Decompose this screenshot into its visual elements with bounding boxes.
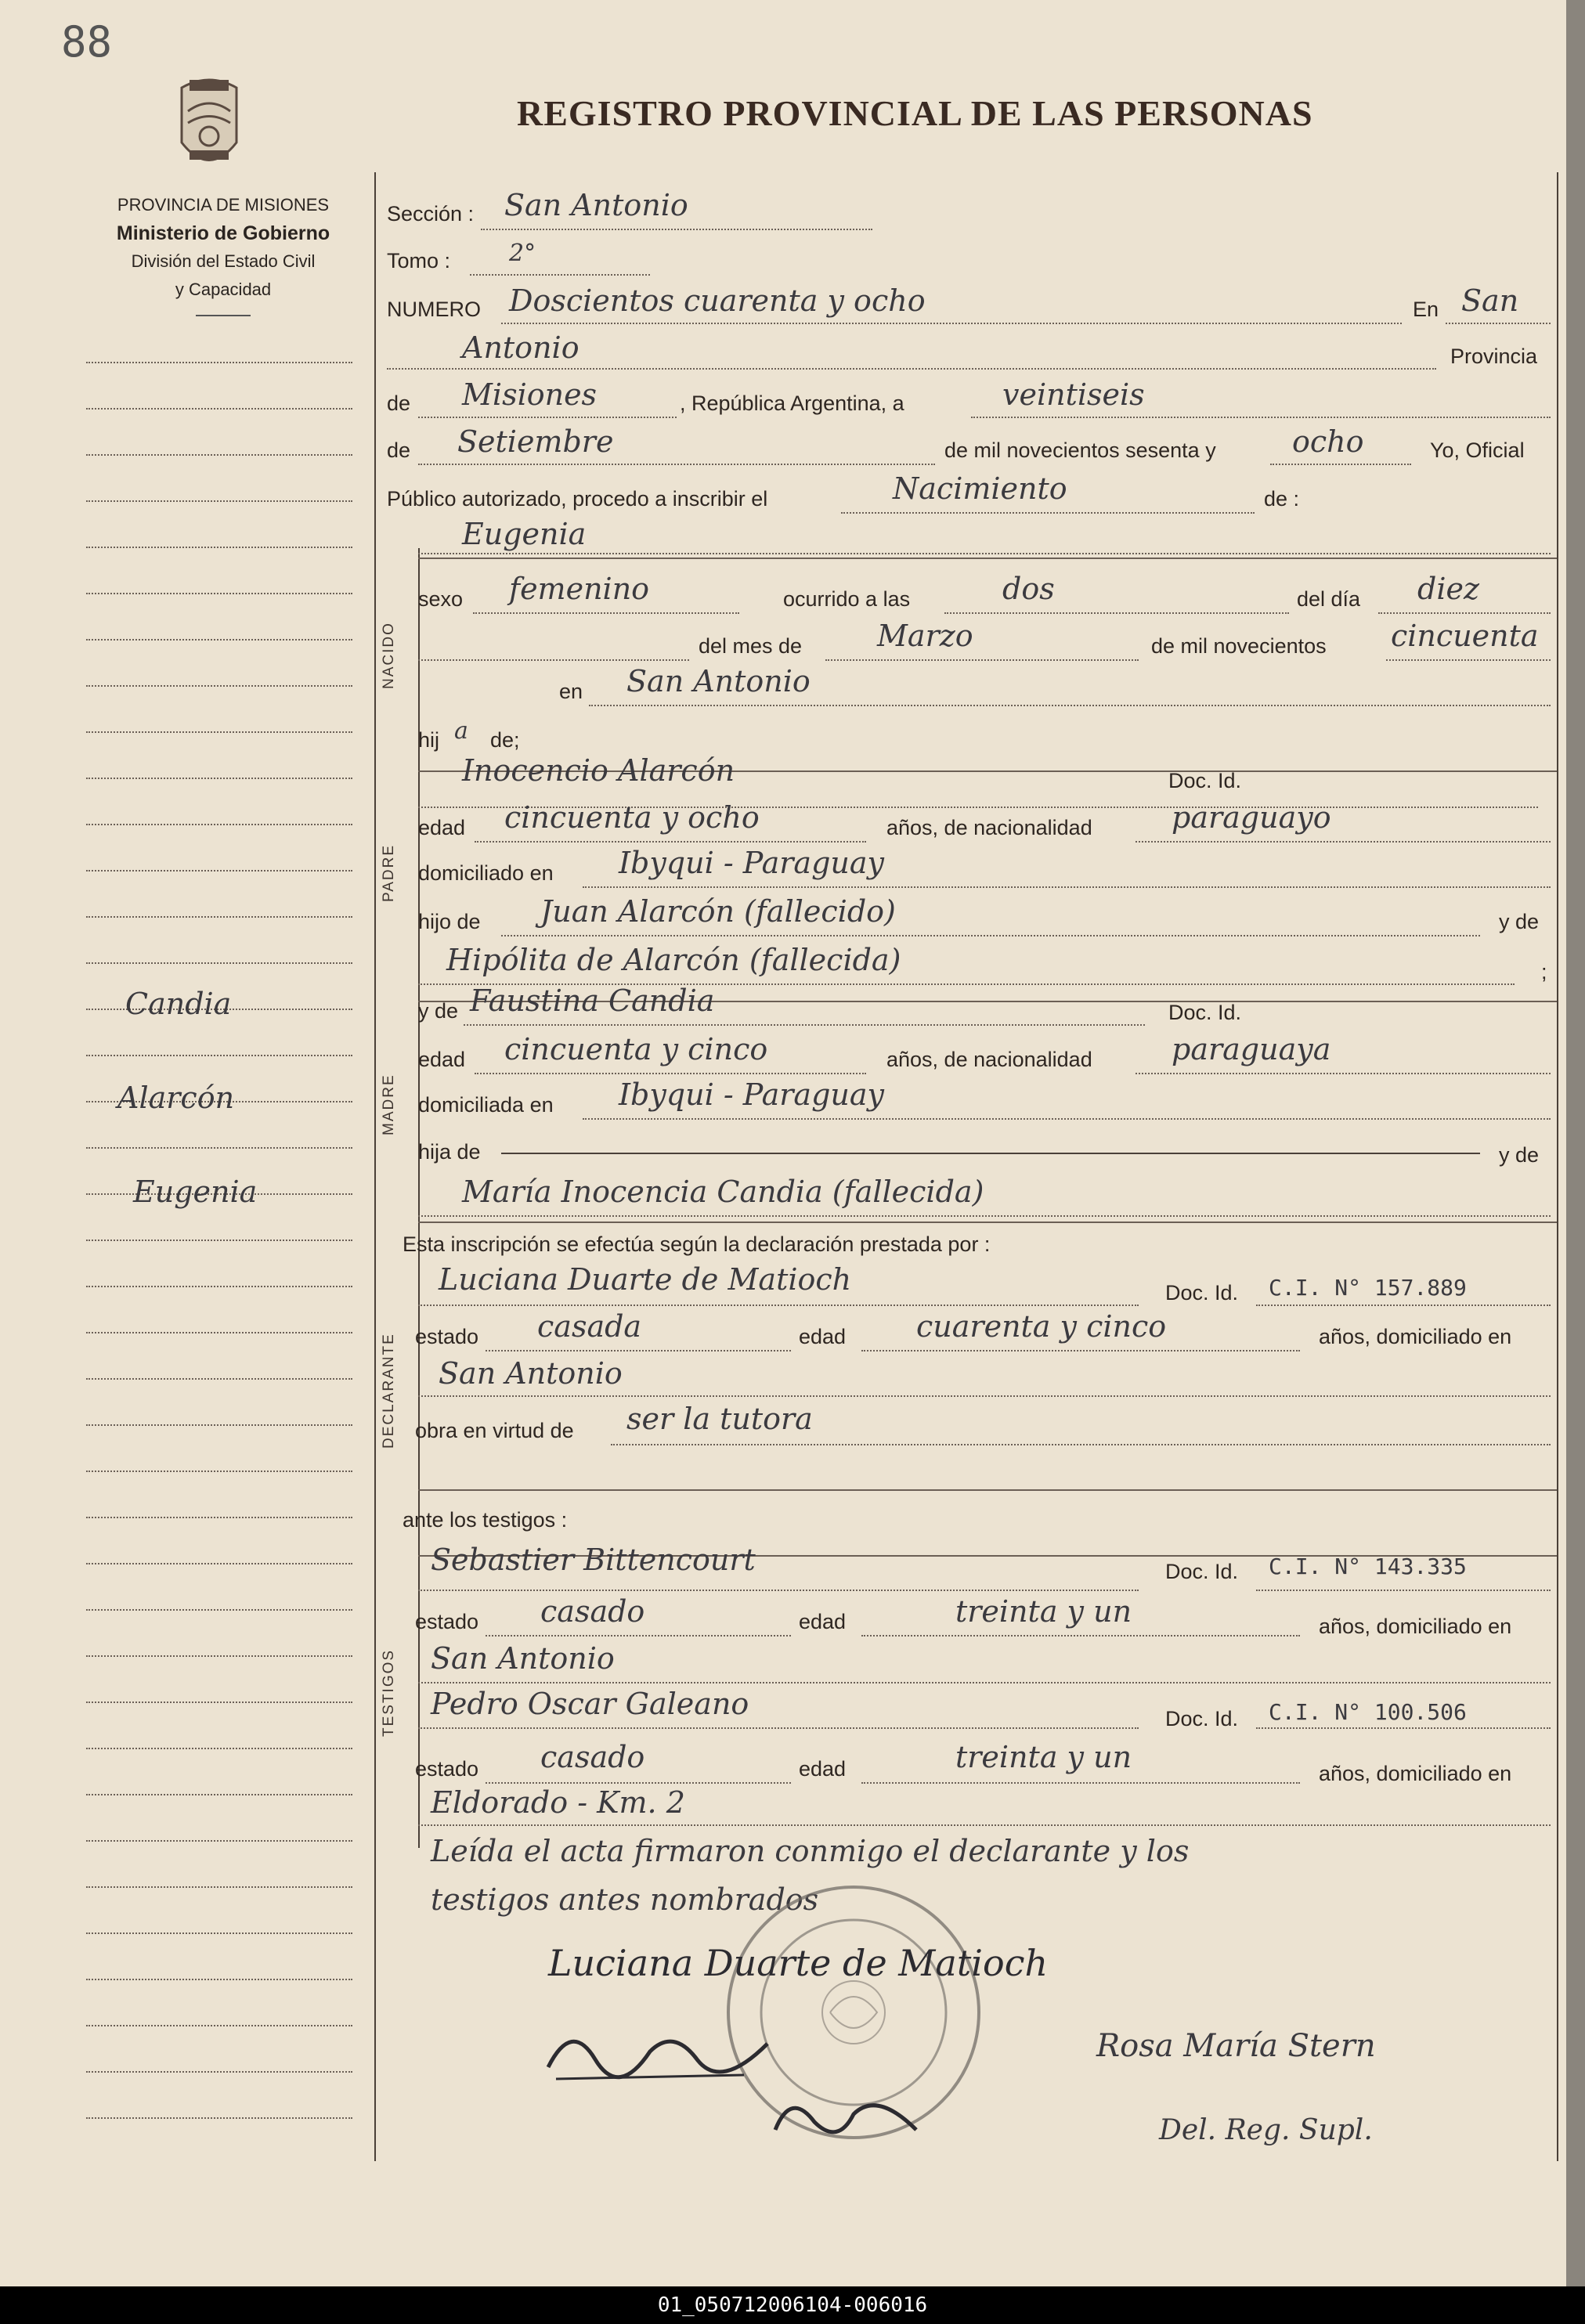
provincia-line [418,417,677,418]
numero-value: Doscientos cuarenta y ocho [509,283,926,318]
declarante-nombre-value: Luciana Duarte de Matioch [439,1262,852,1297]
declarante-nombre-line [418,1305,1139,1306]
obra-line [611,1444,1551,1445]
testigo1-edad-line [861,1635,1300,1637]
declarante-domicilio-value: San Antonio [439,1356,623,1391]
declarante-signature: Luciana Duarte de Matioch [548,1942,1049,1984]
del-mes-label: del mes de [699,634,803,658]
declarante-doc-line [1256,1305,1551,1306]
abuela-materna-line [418,1215,1551,1217]
margin-rule-line [86,547,352,548]
lugar-line [589,705,1551,706]
testigo2-doc-label: Doc. Id. [1165,1707,1239,1730]
madre-domicilio-line [583,1118,1551,1120]
margin-rule-line [86,639,352,641]
declarante-edad-label: edad [799,1325,847,1348]
anio-value: cincuenta [1391,619,1539,653]
lugar-value: San Antonio [626,664,811,698]
margin-rule-line [86,1932,352,1934]
testigo1-estado-value: casado [540,1594,645,1629]
margin-rule-line [86,1979,352,1980]
testigo1-edad-value: treinta y un [955,1594,1132,1629]
abuelo-paterno-line [501,935,1480,936]
madre-hija-de-line [501,1153,1480,1154]
margin-note: Alarcón [117,1081,235,1115]
declarante-estado-label: estado [415,1325,479,1348]
testigo2-doc-line [1256,1727,1551,1729]
padre-nac-value: paraguayo [1172,800,1331,835]
abuela-paterna-value: Hipólita de Alarcón (fallecida) [446,943,901,977]
testigo1-edad-label: edad [799,1610,847,1633]
madre-nac-value: paraguaya [1172,1032,1331,1066]
hora-value: dos [1002,572,1055,606]
margin-rule-line [86,2025,352,2026]
testigo2-nombre-value: Pedro Oscar Galeano [431,1687,749,1721]
testigo2-edad-label: edad [799,1757,847,1781]
margin-rule-line [86,1240,352,1241]
de-colon-label: de : [1264,487,1300,511]
margin-rule-line [86,1702,352,1703]
oficial-cargo: Del. Reg. Supl. [1159,2114,1373,2146]
oficial-signature: Rosa María Stern [1096,2028,1376,2064]
seccion-line [481,229,872,230]
de-mes-label: de [387,438,411,462]
testigo2-domicilio-line [418,1824,1551,1826]
testigo1-nombre-value: Sebastier Bittencourt [431,1543,756,1577]
margin-rule-line [86,593,352,594]
declarante-edad-line [861,1350,1300,1351]
dia-line [1378,612,1551,614]
madre-nac-label: años, de nacionalidad [886,1048,1092,1071]
margin-rule-line [86,778,352,779]
padre-domicilio-line [583,886,1551,888]
hij-de-label: de; [490,728,520,752]
section-divider [418,1489,1557,1491]
org-divider [196,315,251,316]
testigo2-edad-line [861,1782,1300,1784]
testigo2-nombre-line [418,1727,1139,1729]
sexo-value: femenino [509,572,650,606]
margin-rule-line [86,1563,352,1564]
margin-rule-line [86,731,352,733]
hij-suffix: a [454,717,468,745]
margin-rule-line [86,1424,352,1426]
padre-domicilio-label: domiciliado en [418,861,554,885]
section-divider [418,558,1557,559]
obra-value: ser la tutora [626,1402,813,1436]
testigo1-doc-label: Doc. Id. [1165,1560,1239,1583]
section-label-declarante: DECLARANTE [381,1333,397,1449]
ministry-name: Ministerio de Gobierno [116,222,330,244]
margin-rule-line [86,1332,352,1333]
section-label-nacido: NACIDO [381,622,397,689]
testigo1-domicilio-value: San Antonio [431,1641,615,1676]
provincia-value: Misiones [462,377,598,412]
testigo2-estado-line [486,1782,791,1784]
margin-rule-line [86,500,352,502]
padre-nac-label: años, de nacionalidad [886,816,1092,839]
form-right-border [1557,172,1558,2161]
mes-inscripcion-value: Setiembre [457,424,614,459]
acto-line [841,512,1255,514]
margin-rule-line [86,1147,352,1149]
province-name: PROVINCIA DE MISIONES [117,195,330,215]
margin-rule-line [86,1286,352,1287]
del-dia-label: del día [1297,587,1361,611]
en-label: En [1413,298,1439,321]
en-lugar-label: en [559,680,583,703]
anio-line [1386,659,1551,661]
margin-rule-line [86,1609,352,1611]
margin-rule-line [86,2117,352,2119]
madre-y-de-end-label: y de [1499,1143,1540,1167]
testigo1-doc-value: C.I. N° 143.335 [1269,1554,1467,1579]
declarante-domicilio-line [418,1395,1551,1397]
abuela-materna-value: María Inocencia Candia (fallecida) [462,1175,984,1209]
margin-rule-line [86,1748,352,1749]
sexo-label: sexo [418,587,464,611]
declarante-estado-line [486,1350,791,1351]
binding-edge [1566,0,1585,2324]
madre-domicilio-label: domiciliada en [418,1093,554,1117]
section-label-padre: PADRE [381,843,397,902]
en-line [1446,323,1551,324]
padre-domicilio-value: Ibyqui - Paraguay [619,846,885,880]
testigo1-anios-label: años, domiciliado en [1319,1615,1512,1638]
hij-label: hij [418,728,440,752]
en-cont-value: Antonio [462,330,579,365]
mes-value: Marzo [877,619,973,653]
padre-nombre-value: Inocencio Alarcón [462,753,735,788]
testigo2-estado-value: casado [540,1740,645,1774]
seccion-label: Sección : [387,202,475,226]
declaracion-label: Esta inscripción se efectúa según la declaración prestada por : [403,1232,991,1256]
testigo2-edad-value: treinta y un [955,1740,1132,1774]
margin-rule-line [86,362,352,363]
madre-doc-label: Doc. Id. [1168,1001,1242,1024]
testigo-signature-scribble [540,2012,775,2091]
padre-hijo-de-label: hijo de [418,910,481,933]
padre-doc-label: Doc. Id. [1168,769,1242,792]
padre-y-de-label: y de [1499,910,1540,933]
testigo1-estado-line [486,1635,791,1637]
padre-edad-value: cincuenta y ocho [504,800,760,835]
madre-nombre-line [464,1024,1145,1026]
padre-edad-label: edad [418,816,466,839]
margin-rule-line [86,1517,352,1518]
margin-rule-line [86,962,352,964]
yo-oficial-label: Yo, Oficial [1430,438,1525,462]
declarante-estado-value: casada [537,1309,642,1344]
section-divider [418,1222,1557,1223]
tomo-label: Tomo : [387,249,451,272]
declarante-doc-label: Doc. Id. [1165,1281,1239,1305]
testigo-signature-scribble [767,2083,924,2161]
margin-rule-line [86,1886,352,1888]
nombre-line [418,553,1551,554]
obra-label: obra en virtud de [415,1419,574,1442]
hora-line [944,612,1289,614]
de-label: de [387,392,411,415]
declarante-edad-value: cuarenta y cinco [916,1309,1167,1344]
abuelo-paterno-value: Juan Alarcón (fallecido) [540,894,896,929]
page-title: REGISTRO PROVINCIAL DE LAS PERSONAS [517,93,1313,133]
ante-testigos-label: ante los testigos : [403,1508,568,1532]
folio-number: 88 [61,17,113,67]
margin-rule-line [86,1655,352,1657]
acto-value: Nacimiento [893,471,1067,506]
numero-label: NUMERO [387,298,481,321]
dia-value: diez [1417,572,1479,606]
tomo-line [470,274,650,276]
madre-nac-line [1135,1073,1551,1074]
division-name: División del Estado Civil [131,251,316,271]
padre-semicolon: ; [1541,960,1547,983]
madre-edad-value: cincuenta y cinco [504,1032,768,1066]
numero-line [501,323,1402,324]
republica-label: , República Argentina, a [680,392,904,415]
ocurrido-label: ocurrido a las [783,587,911,611]
image-id-footer: 01_050712006104-006016 [0,2286,1585,2324]
margin-rule-line [86,685,352,687]
margin-rule-line [86,1794,352,1795]
margin-rule-line [86,1378,352,1380]
margin-column-border [374,172,376,2161]
sexo-line [473,612,739,614]
anio-inscripcion-line [1270,464,1411,465]
mes-pre-line [418,659,689,661]
publico-label: Público autorizado, procedo a inscribir el [387,487,768,511]
testigo2-doc-value: C.I. N° 100.506 [1269,1699,1467,1725]
testigo2-anios-label: años, domiciliado en [1319,1762,1512,1785]
anio-inscripcion-value: ocho [1292,424,1364,459]
en-cont-line [387,368,1436,370]
madre-nombre-value: Faustina Candia [470,983,715,1018]
mes-line [825,659,1139,661]
margin-rule-line [86,1840,352,1842]
en-value: San [1461,283,1519,318]
mes-inscripcion-line [418,464,935,465]
de-mil2-label: de mil novecientos [1151,634,1327,658]
margin-note: Candia [125,987,232,1021]
padre-edad-line [475,841,866,843]
section-label-testigos: TESTIGOS [381,1648,397,1737]
testigo1-doc-line [1256,1590,1551,1591]
province-crest-icon [174,72,244,182]
tomo-value: 2° [509,240,536,267]
closing-text-line2: testigos antes nombrados [431,1882,819,1917]
padre-nac-line [1135,841,1551,843]
closing-text-line1: Leída el acta firmaron conmigo el declarante y los [431,1834,1190,1868]
division-name-cont: y Capacidad [175,280,272,299]
margin-rule-line [86,824,352,825]
declarante-doc-value: C.I. N° 157.889 [1269,1275,1467,1301]
dia-inscripcion-value: veintiseis [1002,377,1145,412]
section-label-madre: MADRE [381,1074,397,1135]
nombre-value: Eugenia [462,517,587,551]
madre-hija-de-label: hija de [418,1140,481,1164]
issuing-office [70,191,376,304]
seccion-value: San Antonio [504,188,688,222]
margin-rule-line [86,1055,352,1056]
madre-y-de-label: y de [418,999,459,1023]
margin-note: Eugenia [133,1175,258,1209]
testigo2-estado-label: estado [415,1757,479,1781]
madre-domicilio-value: Ibyqui - Paraguay [619,1077,885,1112]
dia-inscripcion-line [971,417,1551,418]
testigo2-domicilio-value: Eldorado - Km. 2 [431,1785,685,1820]
de-mil-label: de mil novecientos sesenta y [944,438,1216,462]
declarante-anios-label: años, domiciliado en [1319,1325,1512,1348]
testigo1-estado-label: estado [415,1610,479,1633]
testigo1-nombre-line [418,1590,1139,1591]
madre-edad-label: edad [418,1048,466,1071]
margin-rule-line [86,916,352,918]
madre-edad-line [475,1073,866,1074]
margin-rule-line [86,1471,352,1472]
provincia-label: Provincia [1450,345,1538,368]
testigo1-domicilio-line [418,1682,1551,1683]
margin-rule-line [86,408,352,410]
margin-rule-line [86,870,352,872]
margin-rule-line [86,454,352,456]
margin-rule-line [86,2071,352,2073]
